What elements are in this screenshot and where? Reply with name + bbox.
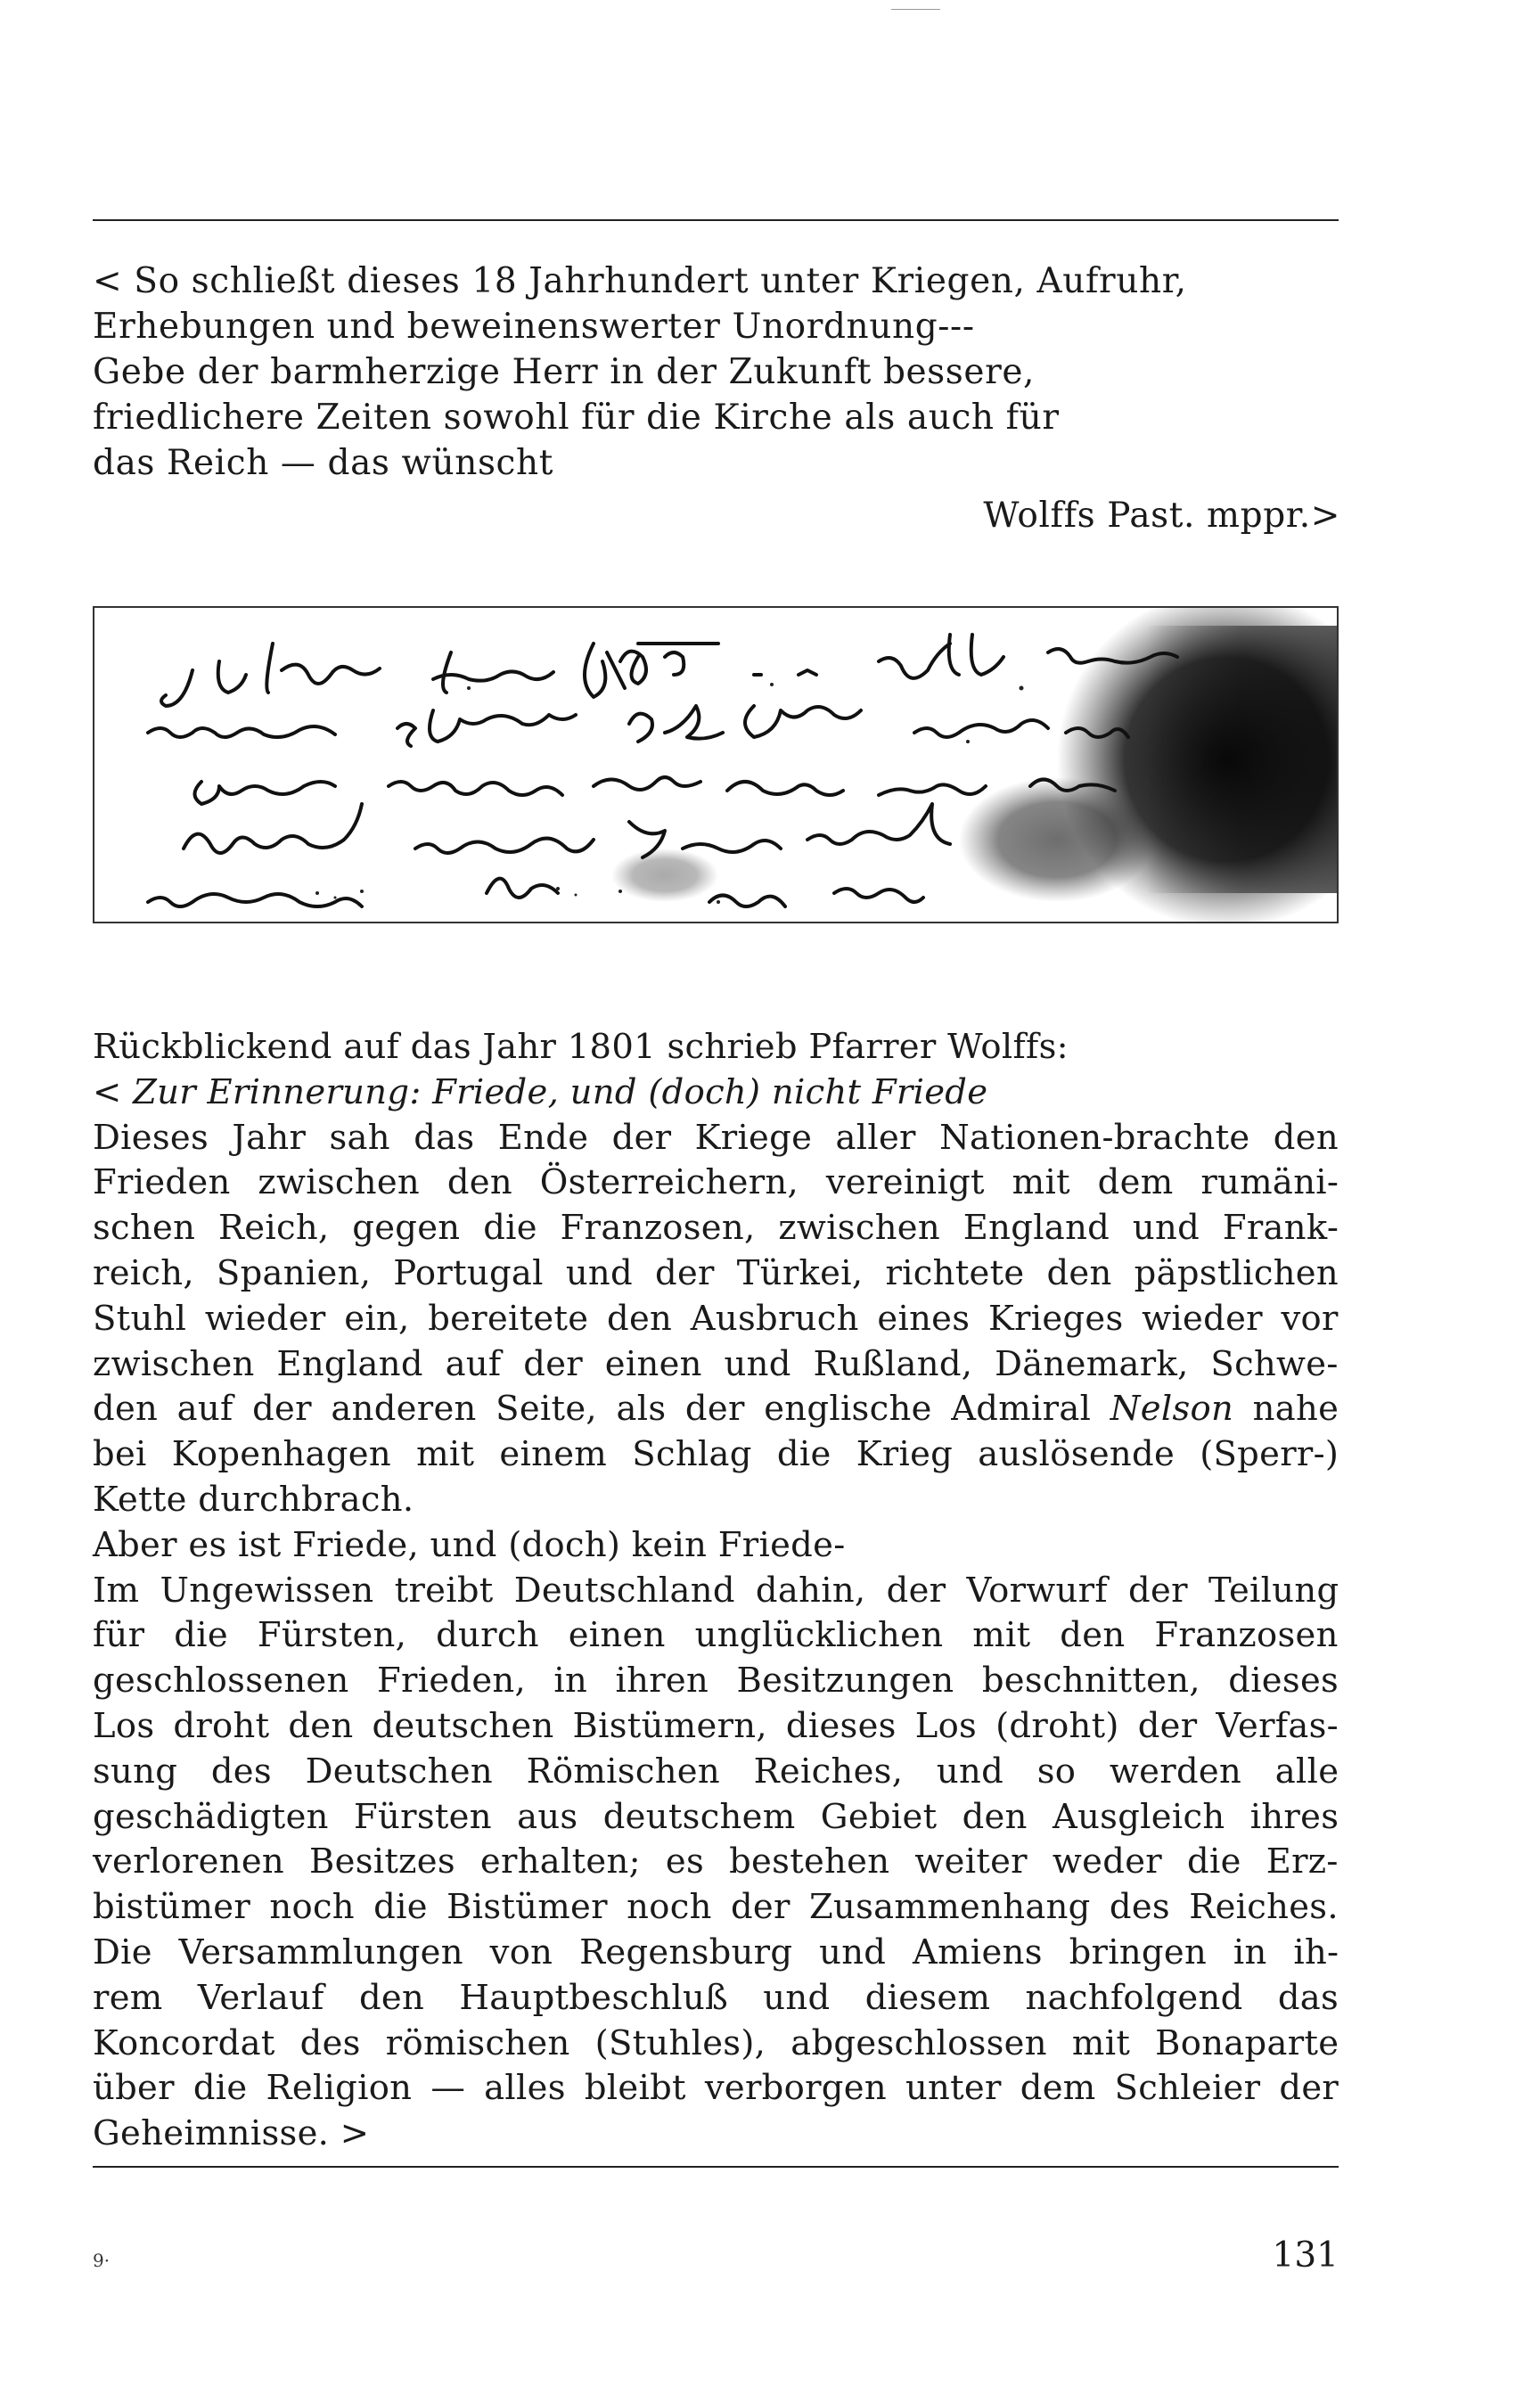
text-line: sung des Deutschen Römischen Reiches, und so werden alle — [93, 1751, 1339, 1792]
closing-quote-18th-century — [93, 258, 1340, 538]
text-line: Die Versammlungen von Regensburg und Amiens bringen in ih- — [93, 1931, 1339, 1972]
text-line: Dieses Jahr sah das Ende der Kriege aller Nationen-brachte den — [93, 1117, 1339, 1158]
quote-line: das Reich — das wünscht — [93, 443, 553, 483]
quote-signature: Wolffs Past. mppr.> — [983, 496, 1340, 536]
page-number: 131 — [1272, 2235, 1339, 2276]
text-line: zwischen England auf der einen und Rußland, Dänemark, Schwe- — [93, 1343, 1339, 1384]
quote-line: Erhebungen und beweinenswerter Unordnung--- — [93, 307, 975, 347]
signature-mark: 9· — [93, 2250, 111, 2271]
text-line: Koncordat des römischen (Stuhles), abgeschlossen mit Bonaparte — [93, 2022, 1339, 2063]
bottom-divider — [93, 2166, 1339, 2168]
text-line: Geheimnisse. > — [93, 2113, 370, 2154]
text-line: schen Reich, gegen die Franzosen, zwischen England und Frank- — [93, 1208, 1339, 1249]
text-line: Aber es ist Friede, und (doch) kein Friede- — [93, 1524, 846, 1565]
text-line: rem Verlauf den Hauptbeschluß und diesem nachfolgend das — [93, 1977, 1339, 2018]
text-line-nelson — [93, 1387, 1339, 1432]
quote-line: < So schließt dieses 18 Jahrhundert unter Kriegen, Aufruhr, — [93, 261, 1187, 301]
text-line: Frieden zwischen den Österreichern, vereinigt mit dem rumäni- — [93, 1162, 1339, 1203]
quote-line: Gebe der barmherzige Herr in der Zukunft bessere, — [93, 352, 1036, 392]
top-edge-mark — [891, 9, 940, 10]
nelson-name: Nelson — [1110, 1389, 1234, 1430]
text-line: geschädigten Fürsten aus deutschem Gebiet den Ausgleich ihres — [93, 1796, 1339, 1837]
quote-title: < Zur Erinnerung: Friede, und (doch) nicht Friede — [93, 1071, 988, 1112]
top-divider — [93, 219, 1339, 221]
handwritten-manuscript-image — [93, 606, 1339, 923]
manuscript-scribble — [94, 608, 1337, 922]
main-text — [93, 1025, 1339, 2157]
text-line: Kette durchbrach. — [93, 1479, 414, 1520]
text-line: über die Religion — alles bleibt verborgen unter dem Schleier der — [93, 2068, 1339, 2109]
text-line: bei Kopenhagen mit einem Schlag die Krieg auslösende (Sperr-) — [93, 1434, 1339, 1475]
text-line: bistümer noch die Bistümer noch der Zusammenhang des Reiches. — [93, 1887, 1339, 1928]
text-line: reich, Spanien, Portugal und der Türkei, richtete den päpstlichen — [93, 1252, 1339, 1293]
text-fragment: nahe — [1252, 1389, 1339, 1430]
text-fragment: den auf der anderen Seite, als der englische Admiral — [93, 1389, 1092, 1430]
quote-line: friedlichere Zeiten sowohl für die Kirche als auch für — [93, 398, 1060, 438]
text-line: Im Ungewissen treibt Deutschland dahin, der Vorwurf der Teilung — [93, 1570, 1339, 1611]
text-line: für die Fürsten, durch einen unglücklichen mit den Franzosen — [93, 1615, 1339, 1656]
intro-line: Rückblickend auf das Jahr 1801 schrieb Pfarrer Wolffs: — [93, 1027, 1069, 1067]
text-line: geschlossenen Frieden, in ihren Besitzungen beschnitten, dieses — [93, 1661, 1339, 1702]
text-line: Stuhl wieder ein, bereitete den Ausbruch eines Krieges wieder vor — [93, 1298, 1339, 1339]
text-line: verlorenen Besitzes erhalten; es bestehen weiter weder die Erz- — [93, 1841, 1339, 1882]
text-line: Los droht den deutschen Bistümern, dieses Los (droht) der Verfas- — [93, 1705, 1339, 1746]
